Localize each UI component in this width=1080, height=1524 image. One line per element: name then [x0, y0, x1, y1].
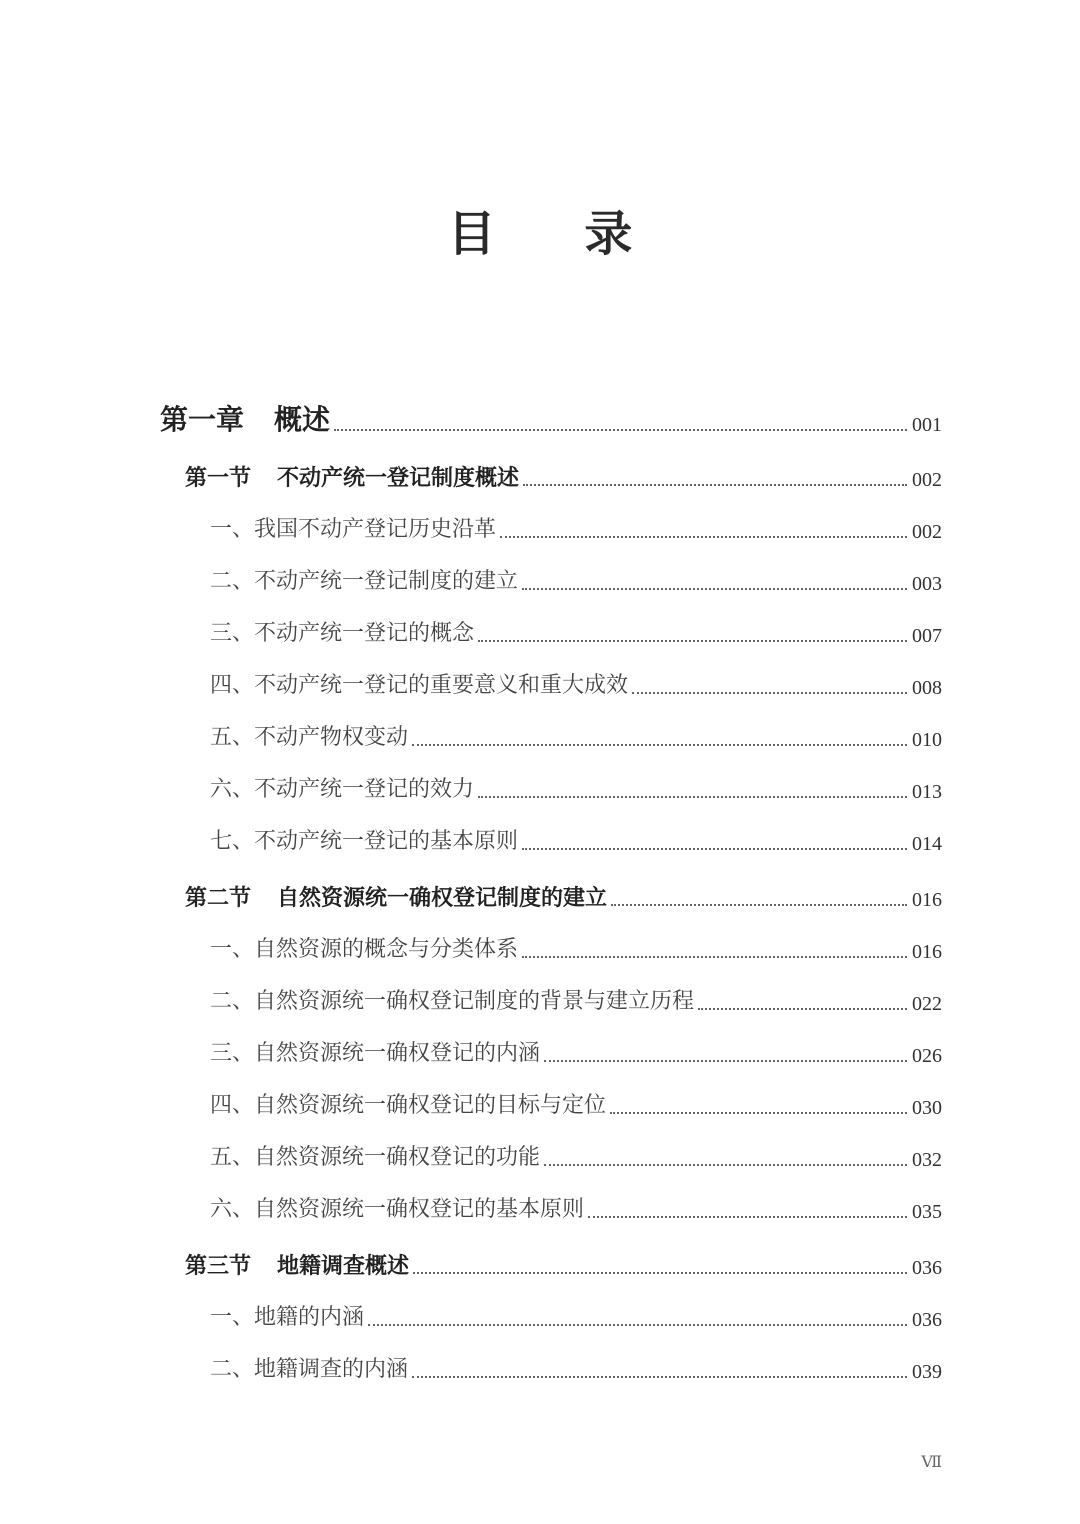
toc-item-row[interactable] — [210, 667, 942, 701]
toc-item-row[interactable] — [210, 563, 942, 597]
dot-leader — [413, 1272, 907, 1274]
dot-leader — [522, 848, 907, 850]
dot-leader — [698, 1008, 907, 1010]
page-number: 016 — [912, 889, 942, 911]
page-number: 001 — [912, 414, 942, 436]
page-number: 026 — [912, 1045, 942, 1067]
item-label: 二、不动产统一登记制度的建立 — [210, 569, 519, 594]
toc-item-row[interactable] — [210, 931, 942, 965]
toc-item-row[interactable] — [210, 511, 942, 545]
dot-leader — [610, 1112, 907, 1114]
item-label: 一、我国不动产登记历史沿革 — [210, 517, 497, 542]
page-number: 036 — [912, 1257, 942, 1279]
item-label: 五、不动产物权变动 — [210, 725, 409, 750]
page-number: 022 — [912, 993, 942, 1015]
page-number: 008 — [912, 677, 942, 699]
dot-leader — [522, 588, 907, 590]
toc-item-row[interactable] — [210, 1191, 942, 1225]
page-number: 013 — [912, 781, 942, 803]
page-title: 目 录 — [447, 206, 669, 262]
item-label: 一、自然资源的概念与分类体系 — [210, 937, 519, 962]
item-label: 一、地籍的内涵 — [210, 1305, 365, 1330]
item-label: 七、不动产统一登记的基本原则 — [210, 829, 519, 854]
toc-section-row[interactable] — [185, 459, 942, 493]
dot-leader — [588, 1216, 907, 1218]
page-number: 032 — [912, 1149, 942, 1171]
dot-leader — [522, 956, 907, 958]
item-label: 三、不动产统一登记的概念 — [210, 621, 475, 646]
dot-leader — [478, 796, 907, 798]
toc-section-row[interactable] — [185, 879, 942, 913]
item-label: 五、自然资源统一确权登记的功能 — [210, 1145, 541, 1170]
page-number: 002 — [912, 469, 942, 491]
footer-page-number: Ⅶ — [921, 1454, 942, 1471]
toc-item-row[interactable] — [210, 1351, 942, 1385]
page-number: 002 — [912, 521, 942, 543]
page-number: 039 — [912, 1361, 942, 1383]
page-number: 035 — [912, 1201, 942, 1223]
item-label: 三、自然资源统一确权登记的内涵 — [210, 1041, 541, 1066]
toc-item-row[interactable] — [210, 983, 942, 1017]
dot-leader — [523, 484, 907, 486]
item-label: 六、不动产统一登记的效力 — [210, 777, 475, 802]
dot-leader — [478, 640, 907, 642]
section-label: 第二节 自然资源统一确权登记制度的建立 — [185, 885, 608, 911]
item-label: 二、地籍调查的内涵 — [210, 1357, 409, 1382]
item-label: 四、不动产统一登记的重要意义和重大成效 — [210, 673, 629, 698]
toc-item-row[interactable] — [210, 771, 942, 805]
toc-chapter-row[interactable] — [160, 398, 942, 438]
page-number: 036 — [912, 1309, 942, 1331]
dot-leader — [500, 536, 907, 538]
toc-item-row[interactable] — [210, 615, 942, 649]
dot-leader — [334, 429, 907, 431]
toc-item-row[interactable] — [210, 1087, 942, 1121]
page-number: 003 — [912, 573, 942, 595]
page-number: 007 — [912, 625, 942, 647]
dot-leader — [632, 692, 907, 694]
section-label: 第三节 地籍调查概述 — [185, 1253, 410, 1279]
toc-item-row[interactable] — [210, 1139, 942, 1173]
page-number: 010 — [912, 729, 942, 751]
dot-leader — [368, 1324, 907, 1326]
page-number: 014 — [912, 833, 942, 855]
page-number: 030 — [912, 1097, 942, 1119]
item-label: 二、自然资源统一确权登记制度的背景与建立历程 — [210, 989, 695, 1014]
item-label: 六、自然资源统一确权登记的基本原则 — [210, 1197, 585, 1222]
toc-section-row[interactable] — [185, 1247, 942, 1281]
toc-item-row[interactable] — [210, 823, 942, 857]
chapter-label: 第一章 概述 — [160, 403, 331, 436]
toc-item-row[interactable] — [210, 719, 942, 753]
toc-item-row[interactable] — [210, 1299, 942, 1333]
dot-leader — [544, 1164, 907, 1166]
toc-item-row[interactable] — [210, 1035, 942, 1069]
dot-leader — [544, 1060, 907, 1062]
dot-leader — [412, 744, 907, 746]
page-number: 016 — [912, 941, 942, 963]
section-label: 第一节 不动产统一登记制度概述 — [185, 465, 520, 491]
dot-leader — [412, 1376, 907, 1378]
dot-leader — [611, 904, 907, 906]
item-label: 四、自然资源统一确权登记的目标与定位 — [210, 1093, 607, 1118]
